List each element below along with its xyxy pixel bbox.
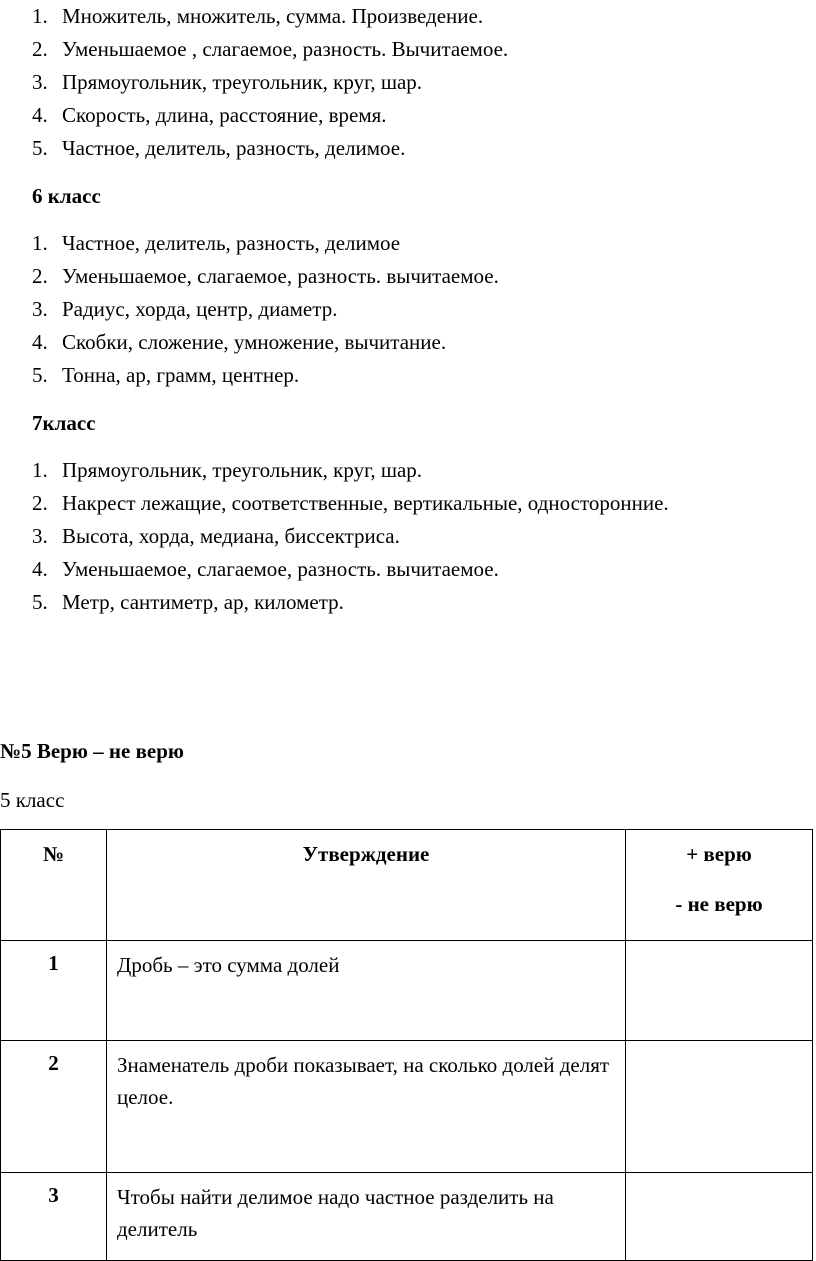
task5-title: №5 Верю – не верю (0, 739, 184, 763)
list-item (32, 66, 508, 99)
list-item (32, 33, 508, 66)
list-item (32, 227, 499, 260)
list-item-text: Радиус, хорда, центр, диаметр. (62, 297, 338, 321)
list-item (32, 454, 669, 487)
row-statement: Знаменатель дроби показывает, на сколько долей делят целое. (107, 1041, 626, 1173)
table-header-row (1, 830, 813, 941)
word-list-7-class (32, 454, 669, 619)
header-num: № (1, 830, 107, 941)
list-item-number: 3. (32, 70, 48, 94)
row-mark-cell[interactable] (626, 1041, 813, 1173)
list-item (32, 293, 499, 326)
word-list-5-class (32, 0, 508, 165)
list-item (32, 99, 508, 132)
word-list-6-class (32, 227, 499, 392)
row-statement: Чтобы найти делимое надо частное разделить на делитель (107, 1173, 626, 1261)
list-item (32, 132, 508, 165)
row-mark-cell[interactable] (626, 1173, 813, 1261)
list-item-text: Накрест лежащие, соответственные, вертикальные, односторонние. (62, 491, 669, 515)
list-item (32, 359, 499, 392)
list-item-number: 1. (32, 458, 48, 482)
list-item-number: 2. (32, 491, 48, 515)
list-item (32, 326, 499, 359)
row-statement: Дробь – это сумма долей (107, 941, 626, 1041)
list-item-number: 5. (32, 363, 48, 387)
list-item-text: Скобки, сложение, умножение, вычитание. (62, 330, 447, 354)
list-item-text: Частное, делитель, разность, делимое. (62, 136, 406, 160)
header-mark-plus: + верю (686, 842, 752, 866)
list-item-number: 3. (32, 524, 48, 548)
heading-7-class: 7класс (32, 411, 96, 435)
heading-6-class: 6 класс (32, 184, 101, 208)
list-item-number: 1. (32, 4, 48, 28)
list-item-number: 5. (32, 136, 48, 160)
list-item-number: 4. (32, 103, 48, 127)
list-item-text: Уменьшаемое , слагаемое, разность. Вычитаемое. (62, 37, 509, 61)
list-item (32, 553, 669, 586)
row-number: 2 (1, 1041, 107, 1173)
list-item (32, 487, 669, 520)
list-item-text: Прямоугольник, треугольник, круг, шар. (62, 458, 423, 482)
list-item-text: Частное, делитель, разность, делимое (62, 231, 401, 255)
header-statement: Утверждение (107, 830, 626, 941)
list-item (32, 0, 508, 33)
list-item-number: 5. (32, 590, 48, 614)
list-item-number: 4. (32, 557, 48, 581)
list-item-number: 3. (32, 297, 48, 321)
list-item-number: 2. (32, 37, 48, 61)
list-item-text: Скорость, длина, расстояние, время. (62, 103, 387, 127)
list-item-text: Тонна, ар, грамм, центнер. (62, 363, 300, 387)
believe-table (0, 829, 813, 1261)
header-mark-minus: - не верю (675, 892, 763, 916)
table-row (1, 941, 813, 1041)
list-item-text: Высота, хорда, медиана, биссектриса. (62, 524, 400, 548)
table-row (1, 1173, 813, 1261)
list-item-text: Уменьшаемое, слагаемое, разность. вычитаемое. (62, 264, 499, 288)
row-mark-cell[interactable] (626, 941, 813, 1041)
list-item-number: 1. (32, 231, 48, 255)
row-number: 1 (1, 941, 107, 1041)
list-item (32, 520, 669, 553)
list-item-text: Прямоугольник, треугольник, круг, шар. (62, 70, 423, 94)
list-item-text: Множитель, множитель, сумма. Произведение. (62, 4, 484, 28)
list-item (32, 586, 669, 619)
list-item-text: Метр, сантиметр, ар, километр. (62, 590, 344, 614)
task5-subtitle: 5 класс (0, 788, 65, 812)
list-item-text: Уменьшаемое, слагаемое, разность. вычитаемое. (62, 557, 499, 581)
list-item-number: 2. (32, 264, 48, 288)
list-item-number: 4. (32, 330, 48, 354)
row-number: 3 (1, 1173, 107, 1261)
header-mark (626, 830, 813, 941)
table-row (1, 1041, 813, 1173)
list-item (32, 260, 499, 293)
